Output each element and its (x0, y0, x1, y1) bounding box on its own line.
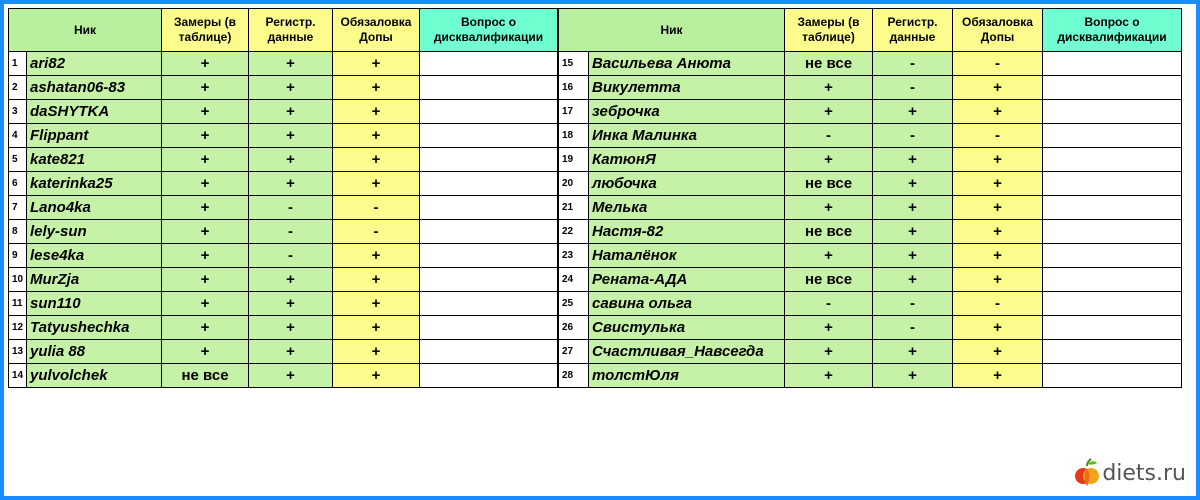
disqualification-cell[interactable] (420, 292, 558, 316)
participants-table-right (558, 8, 1182, 388)
registration-cell[interactable]: - (873, 124, 953, 148)
row-number-cell[interactable]: 7 (9, 196, 27, 220)
row-number-cell[interactable]: 2 (9, 76, 27, 100)
measures-cell[interactable]: - (785, 124, 873, 148)
registration-cell[interactable]: - (873, 52, 953, 76)
dops-cell[interactable]: + (953, 244, 1043, 268)
disqualification-cell[interactable] (420, 148, 558, 172)
disqualification-cell[interactable] (420, 220, 558, 244)
dops-cell[interactable]: + (953, 316, 1043, 340)
header-dops: Обязаловка Допы (333, 9, 420, 52)
row-number-cell[interactable]: 24 (559, 268, 589, 292)
nick-cell[interactable]: Васильева Анюта (589, 52, 785, 76)
table-row (9, 124, 558, 148)
row-number-cell[interactable]: 6 (9, 172, 27, 196)
table-row (559, 340, 1182, 364)
registration-cell[interactable]: + (873, 100, 953, 124)
nick-cell[interactable]: Tatyushechka (27, 316, 162, 340)
row-number-cell[interactable]: 4 (9, 124, 27, 148)
disqualification-cell[interactable] (1043, 220, 1182, 244)
dops-cell[interactable]: + (953, 364, 1043, 388)
nick-cell[interactable]: Мелька (589, 196, 785, 220)
registration-cell[interactable]: + (249, 340, 333, 364)
measures-cell[interactable]: + (785, 148, 873, 172)
registration-cell[interactable]: - (873, 292, 953, 316)
header-disqualification: Вопрос о дисквалификации (1043, 9, 1182, 52)
row-number-cell[interactable]: 3 (9, 100, 27, 124)
registration-cell[interactable]: - (873, 316, 953, 340)
nick-cell[interactable]: Рената-АДА (589, 268, 785, 292)
table-row (9, 172, 558, 196)
measures-cell[interactable]: + (162, 172, 249, 196)
registration-cell[interactable]: + (249, 364, 333, 388)
row-number-cell[interactable]: 21 (559, 196, 589, 220)
registration-cell[interactable]: + (873, 148, 953, 172)
registration-cell[interactable]: + (249, 316, 333, 340)
row-number-cell[interactable]: 13 (9, 340, 27, 364)
nick-cell[interactable]: Инка Малинка (589, 124, 785, 148)
registration-cell[interactable]: - (249, 244, 333, 268)
table-row (9, 292, 558, 316)
table-row (9, 364, 558, 388)
row-number-cell[interactable]: 22 (559, 220, 589, 244)
table-row (9, 76, 558, 100)
row-number-cell[interactable]: 28 (559, 364, 589, 388)
registration-cell[interactable]: + (249, 148, 333, 172)
nick-cell[interactable]: kate821 (27, 148, 162, 172)
row-number-cell[interactable]: 9 (9, 244, 27, 268)
measures-cell[interactable]: не все (162, 364, 249, 388)
measures-cell[interactable]: - (785, 292, 873, 316)
disqualification-cell[interactable] (1043, 268, 1182, 292)
registration-cell[interactable]: + (249, 292, 333, 316)
nick-cell[interactable]: yulia 88 (27, 340, 162, 364)
nick-cell[interactable]: Наталёнок (589, 244, 785, 268)
disqualification-cell[interactable] (420, 364, 558, 388)
nick-cell[interactable]: yulvolchek (27, 364, 162, 388)
dops-cell[interactable]: + (953, 172, 1043, 196)
measures-cell[interactable]: + (785, 196, 873, 220)
dops-cell[interactable]: - (333, 220, 420, 244)
nick-cell[interactable]: КатюнЯ (589, 148, 785, 172)
measures-cell[interactable]: + (785, 100, 873, 124)
measures-cell[interactable]: + (162, 244, 249, 268)
diets-logo (1074, 458, 1186, 488)
measures-cell[interactable]: + (162, 340, 249, 364)
dops-cell[interactable]: + (333, 292, 420, 316)
dops-cell[interactable]: + (333, 148, 420, 172)
dops-cell[interactable]: + (333, 124, 420, 148)
registration-cell[interactable]: + (249, 124, 333, 148)
nick-cell[interactable]: daSHYTKA (27, 100, 162, 124)
measures-cell[interactable]: + (162, 100, 249, 124)
disqualification-cell[interactable] (420, 196, 558, 220)
disqualification-cell[interactable] (1043, 148, 1182, 172)
registration-cell[interactable]: + (249, 100, 333, 124)
registration-cell[interactable]: + (873, 244, 953, 268)
table-row (559, 244, 1182, 268)
table-row (9, 268, 558, 292)
table-row (559, 220, 1182, 244)
disqualification-cell[interactable] (420, 124, 558, 148)
measures-cell[interactable]: + (785, 340, 873, 364)
participants-table-left (8, 8, 558, 388)
table-row (9, 148, 558, 172)
row-number-cell[interactable]: 17 (559, 100, 589, 124)
table-row (559, 100, 1182, 124)
row-number-cell[interactable]: 10 (9, 268, 27, 292)
disqualification-cell[interactable] (420, 100, 558, 124)
measures-cell[interactable]: + (162, 316, 249, 340)
dops-cell[interactable]: - (953, 292, 1043, 316)
registration-cell[interactable]: - (873, 76, 953, 100)
table-row (9, 340, 558, 364)
header-row (559, 9, 1182, 52)
disqualification-cell[interactable] (420, 172, 558, 196)
measures-cell[interactable]: + (162, 220, 249, 244)
nick-cell[interactable]: sun110 (27, 292, 162, 316)
dops-cell[interactable]: + (953, 196, 1043, 220)
dops-cell[interactable]: + (953, 76, 1043, 100)
nick-cell[interactable]: зеброчка (589, 100, 785, 124)
nick-cell[interactable]: Настя-82 (589, 220, 785, 244)
header-measures: Замеры (в таблице) (162, 9, 249, 52)
table-row (559, 148, 1182, 172)
disqualification-cell[interactable] (1043, 340, 1182, 364)
header-measures: Замеры (в таблице) (785, 9, 873, 52)
disqualification-cell[interactable] (1043, 52, 1182, 76)
measures-cell[interactable]: + (162, 124, 249, 148)
disqualification-cell[interactable] (1043, 100, 1182, 124)
registration-cell[interactable]: + (873, 364, 953, 388)
nick-cell[interactable]: Свистулька (589, 316, 785, 340)
measures-cell[interactable]: + (162, 268, 249, 292)
header-nick: Ник (9, 9, 162, 52)
measures-cell[interactable]: + (162, 52, 249, 76)
table-row (9, 244, 558, 268)
registration-cell[interactable]: + (249, 76, 333, 100)
nick-cell[interactable]: савина ольга (589, 292, 785, 316)
dops-cell[interactable]: + (953, 148, 1043, 172)
table-row (559, 292, 1182, 316)
disqualification-cell[interactable] (420, 244, 558, 268)
disqualification-cell[interactable] (420, 76, 558, 100)
header-disqualification: Вопрос о дисквалификации (420, 9, 558, 52)
measures-cell[interactable]: + (785, 316, 873, 340)
dops-cell[interactable]: - (953, 124, 1043, 148)
dops-cell[interactable]: + (333, 52, 420, 76)
tables-container (8, 8, 1182, 388)
row-number-cell[interactable]: 5 (9, 148, 27, 172)
registration-cell[interactable]: - (249, 196, 333, 220)
row-number-cell[interactable]: 1 (9, 52, 27, 76)
dops-cell[interactable]: + (953, 100, 1043, 124)
disqualification-cell[interactable] (1043, 244, 1182, 268)
disqualification-cell[interactable] (1043, 196, 1182, 220)
row-number-cell[interactable]: 18 (559, 124, 589, 148)
table-row (9, 100, 558, 124)
registration-cell[interactable]: + (249, 52, 333, 76)
row-number-cell[interactable]: 23 (559, 244, 589, 268)
registration-cell[interactable]: - (249, 220, 333, 244)
dops-cell[interactable]: + (333, 76, 420, 100)
disqualification-cell[interactable] (1043, 364, 1182, 388)
row-number-cell[interactable]: 15 (559, 52, 589, 76)
table-row (559, 172, 1182, 196)
dops-cell[interactable]: - (953, 52, 1043, 76)
dops-cell[interactable]: + (333, 100, 420, 124)
nick-cell[interactable]: Викулетта (589, 76, 785, 100)
measures-cell[interactable]: + (162, 292, 249, 316)
table-row (559, 76, 1182, 100)
disqualification-cell[interactable] (1043, 124, 1182, 148)
registration-cell[interactable]: + (873, 172, 953, 196)
nick-cell[interactable]: любочка (589, 172, 785, 196)
registration-cell[interactable]: + (873, 220, 953, 244)
table-row (9, 220, 558, 244)
measures-cell[interactable]: + (785, 364, 873, 388)
table-row (9, 52, 558, 76)
measures-cell[interactable]: не все (785, 220, 873, 244)
row-number-cell[interactable]: 20 (559, 172, 589, 196)
table-row (9, 196, 558, 220)
dops-cell[interactable]: + (333, 244, 420, 268)
measures-cell[interactable]: + (162, 76, 249, 100)
header-dops: Обязаловка Допы (953, 9, 1043, 52)
table-row (559, 52, 1182, 76)
measures-cell[interactable]: не все (785, 268, 873, 292)
measures-cell[interactable]: + (785, 76, 873, 100)
row-number-cell[interactable]: 27 (559, 340, 589, 364)
dops-cell[interactable]: + (953, 340, 1043, 364)
row-number-cell[interactable]: 8 (9, 220, 27, 244)
measures-cell[interactable]: не все (785, 52, 873, 76)
disqualification-cell[interactable] (420, 52, 558, 76)
nick-cell[interactable]: katerinka25 (27, 172, 162, 196)
table-row (9, 316, 558, 340)
disqualification-cell[interactable] (1043, 172, 1182, 196)
nick-cell[interactable]: MurZja (27, 268, 162, 292)
measures-cell[interactable]: не все (785, 172, 873, 196)
nick-cell[interactable]: ashatan06-83 (27, 76, 162, 100)
row-number-cell[interactable]: 11 (9, 292, 27, 316)
nick-cell[interactable]: lese4ka (27, 244, 162, 268)
row-number-cell[interactable]: 25 (559, 292, 589, 316)
measures-cell[interactable]: + (162, 196, 249, 220)
row-number-cell[interactable]: 12 (9, 316, 27, 340)
registration-cell[interactable]: + (873, 340, 953, 364)
header-registration: Регистр. данные (249, 9, 333, 52)
row-number-cell[interactable]: 19 (559, 148, 589, 172)
dops-cell[interactable]: + (333, 316, 420, 340)
nick-cell[interactable]: Flippant (27, 124, 162, 148)
registration-cell[interactable]: + (249, 268, 333, 292)
registration-cell[interactable]: + (873, 196, 953, 220)
table-row (559, 316, 1182, 340)
disqualification-cell[interactable] (420, 268, 558, 292)
row-number-cell[interactable]: 26 (559, 316, 589, 340)
dops-cell[interactable]: + (333, 364, 420, 388)
table-row (559, 364, 1182, 388)
measures-cell[interactable]: + (162, 148, 249, 172)
disqualification-cell[interactable] (1043, 76, 1182, 100)
dops-cell[interactable]: + (333, 268, 420, 292)
header-registration: Регистр. данные (873, 9, 953, 52)
disqualification-cell[interactable] (420, 340, 558, 364)
dops-cell[interactable]: + (953, 220, 1043, 244)
nick-cell[interactable]: lely-sun (27, 220, 162, 244)
disqualification-cell[interactable] (420, 316, 558, 340)
table-row (559, 124, 1182, 148)
watermark-text: diets.ru (1102, 460, 1186, 486)
row-number-cell[interactable]: 16 (559, 76, 589, 100)
header-nick: Ник (559, 9, 785, 52)
disqualification-cell[interactable] (1043, 316, 1182, 340)
nick-cell[interactable]: ari82 (27, 52, 162, 76)
measures-cell[interactable]: + (785, 244, 873, 268)
registration-cell[interactable]: + (873, 268, 953, 292)
nick-cell[interactable]: Lano4ka (27, 196, 162, 220)
header-row (9, 9, 558, 52)
row-number-cell[interactable]: 14 (9, 364, 27, 388)
nick-cell[interactable]: Счастливая_Навсегда (589, 340, 785, 364)
dops-cell[interactable]: + (333, 340, 420, 364)
dops-cell[interactable]: + (333, 172, 420, 196)
table-row (559, 268, 1182, 292)
apple-icon (1074, 458, 1100, 488)
dops-cell[interactable]: + (953, 268, 1043, 292)
registration-cell[interactable]: + (249, 172, 333, 196)
nick-cell[interactable]: толстЮля (589, 364, 785, 388)
disqualification-cell[interactable] (1043, 292, 1182, 316)
dops-cell[interactable]: - (333, 196, 420, 220)
table-row (559, 196, 1182, 220)
